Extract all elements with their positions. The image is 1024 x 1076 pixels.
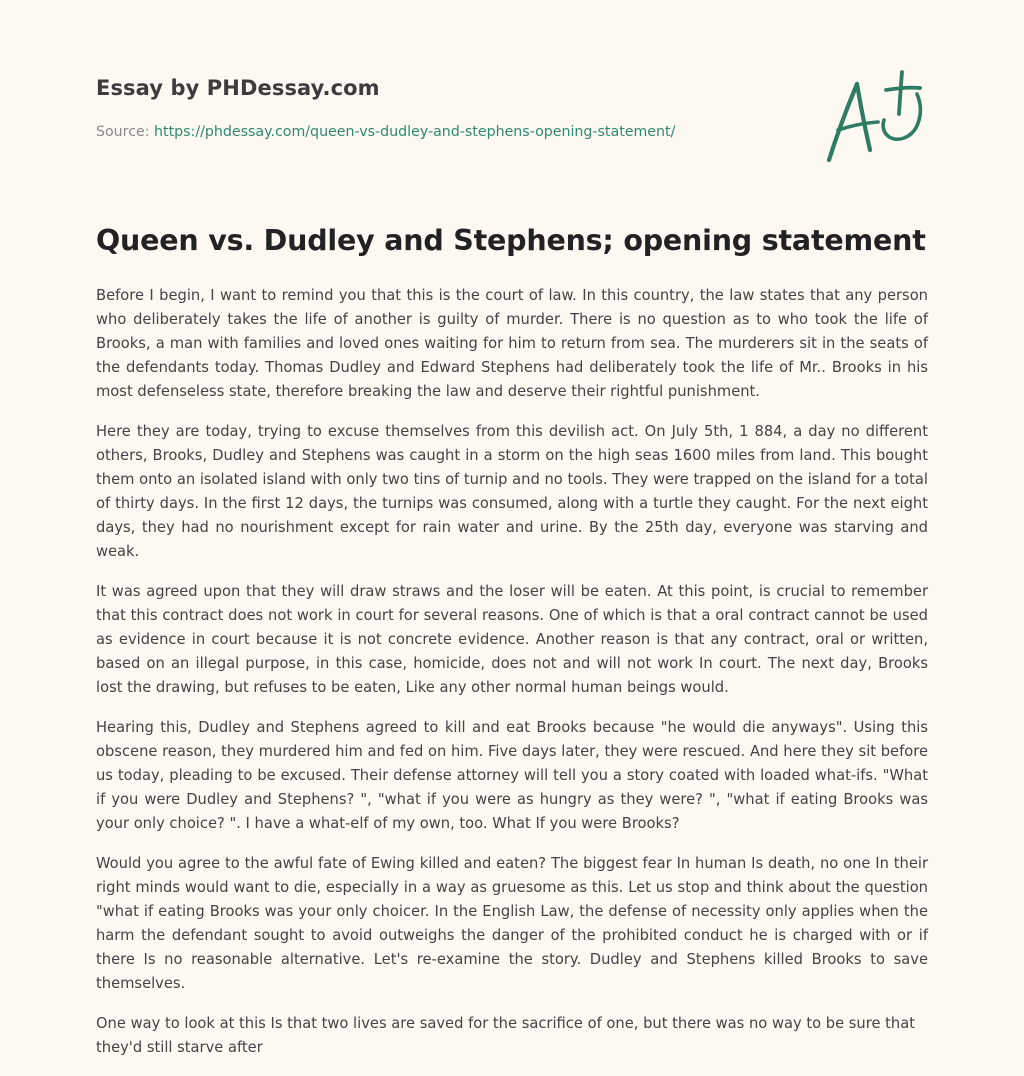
essay-paragraph: It was agreed upon that they will draw straws and the loser will be eaten. At this point, is crucial to remember that this contract does not work in court for several reasons. One of which is that a oral contract cannot be used as evidence in court because it is not concrete evidence. Another reason is that any contract, oral or written, based on an illegal purpose, in this case, homicide, does not and will not work In court. The next day, Brooks lost the drawing, but refuses to be eaten, Like any other normal human beings would. xyxy=(96,583,928,696)
source-label: Source: xyxy=(96,124,155,140)
essay-paragraph: Would you agree to the awful fate of Ewing killed and eaten? The biggest fear In human Is death, no one In their right minds would want to die, especially in a way as gruesome as this. Let us stop and think about the question "what if eating Brooks was your only choicer. In the English Law, the defense of necessity only applies when the harm the defendant sought to avoid outweighs the danger of the prohibited conduct he is charged with or if there Is no reasonable alternative. Let's re-examine the story. Dudley and Stephens killed Brooks to save themselves. xyxy=(96,855,928,992)
essay-paragraph: Hearing this, Dudley and Stephens agreed to kill and eat Brooks because "he would die anyways". Using this obscene reason, they murdered him and fed on him. Five days later, they were rescued. And here they sit before us today, pleading to be excused. Their defense attorney will tell you a story coated with loaded what-ifs. "What if you were Dudley and Stephens? ", "what if you were as hungry as they were? ", "what if eating Brooks was your only choice? ". I have a what-elf of my own, too. What If you were Brooks? xyxy=(96,719,928,832)
essay-body xyxy=(96,284,928,1076)
essay-paragraph: One way to look at this Is that two lives are saved for the sacrifice of one, but there was no way to be sure that they'd still starve after xyxy=(96,1015,915,1056)
a-plus-logo-graphic xyxy=(820,66,930,166)
a-plus-grade-icon xyxy=(820,66,930,166)
essay-paragraph: Here they are today, trying to excuse themselves from this devilish act. On July 5th, 1 884, a day no different others, Brooks, Dudley and Stephens was caught in a storm on the high seas 1600 miles from land. This bought them onto an isolated island with only two tins of turnip and no tools. They were trapped on the island for a total of thirty days. In the first 12 days, the turnips was consumed, along with a turtle they caught. For the next eight days, they had no nourishment except for rain water and urine. By the 25th day, everyone was starving and weak. xyxy=(96,423,928,560)
site-brand: Essay by PHDessay.com xyxy=(96,76,380,100)
source-link[interactable]: https://phdessay.com/queen-vs-dudley-and-stephens-opening-statement/ xyxy=(154,124,676,140)
essay-paragraph: Before I begin, I want to remind you that this is the court of law. In this country, the law states that any person who deliberately takes the life of another is guilty of murder. There is no question as to who took the life of Brooks, a man with families and loved ones waiting for him to return from sea. The murderers sit in the seats of the defendants today. Thomas Dudley and Edward Stephens had deliberately took the life of Mr.. Brooks in his most defenseless state, therefore breaking the law and deserve their rightful punishment. xyxy=(96,287,928,400)
source-line xyxy=(96,124,675,140)
essay-title: Queen vs. Dudley and Stephens; opening statement xyxy=(96,224,926,257)
